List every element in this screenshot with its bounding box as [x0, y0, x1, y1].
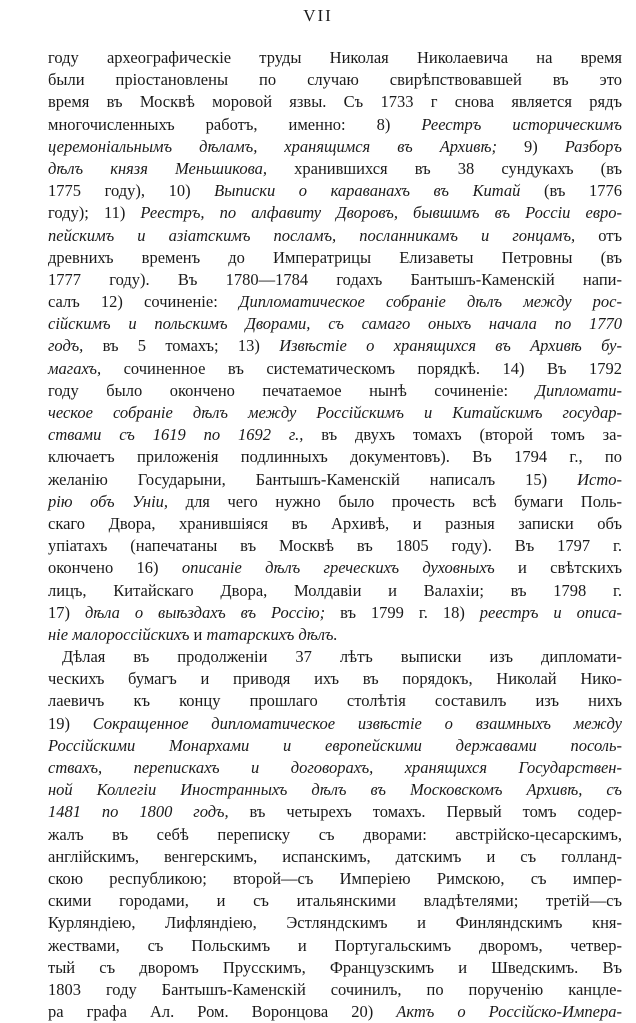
text-line	[48, 424, 622, 446]
text-run: сочиненное въ систематическомъ порядкѣ. 14) Въ 1792	[101, 358, 622, 378]
text-run: салъ 12) сочиненіе:	[48, 292, 239, 312]
text-line	[48, 912, 622, 934]
italic-text-run: годъ,	[48, 336, 84, 356]
text-line	[48, 713, 622, 735]
text-run: отъ	[575, 225, 622, 245]
text-run: многочисленныхъ работъ, именно: 8)	[48, 114, 422, 134]
text-line	[48, 535, 622, 557]
text-line	[48, 1001, 622, 1023]
text-line	[48, 335, 622, 357]
text-line	[48, 668, 622, 690]
text-line	[48, 646, 622, 668]
italic-text-run: описаніе дѣлъ греческихъ духовныхъ	[181, 558, 495, 578]
text-run: въ 5 томахъ; 13)	[83, 336, 280, 356]
text-line	[48, 114, 622, 136]
text-line	[48, 69, 622, 91]
text-run: жествами, съ Польскимъ и Португальскимъ дворомъ, четвер-	[48, 935, 622, 955]
text-line	[48, 47, 622, 69]
text-run: лаевичъ къ концу прошлаго столѣтія составилъ изъ нихъ	[48, 691, 622, 711]
italic-text-run: сійскимъ и польскимъ Дворами, съ самаго оныхъ начала по 1770	[48, 314, 622, 334]
italic-text-run: пейскимъ и азіатскимъ посламъ, посланникамъ и гонцамъ,	[48, 225, 576, 245]
text-line	[48, 180, 622, 202]
text-line	[48, 91, 622, 113]
text-line	[48, 202, 622, 224]
text-line	[48, 757, 622, 779]
text-line	[48, 935, 622, 957]
italic-text-run: Извѣстіе о хранящихся въ Архивѣ бу-	[279, 336, 622, 356]
text-run: 1777 году). Въ 1780—1784 годахъ Бантышъ-Каменскій напи-	[48, 269, 622, 289]
italic-text-run: ствами съ 1619 по 1692 г.,	[48, 425, 304, 445]
text-run: году); 11)	[48, 203, 141, 223]
italic-text-run: Сокращенное дипломатическое извѣстіе о взаимныхъ между	[92, 713, 622, 733]
italic-text-run: Дипломатическое собраніе дѣлъ между рос-	[238, 292, 622, 312]
text-run: скою республикою; второй—съ Имперіею Римскою, съ импер-	[48, 868, 622, 888]
text-line	[48, 557, 622, 579]
text-line	[48, 158, 622, 180]
text-run: 9)	[496, 136, 565, 156]
text-run: древнихъ временъ до Императрицы Елизаветы Петровны (въ	[48, 247, 622, 267]
italic-text-run: церемоніальнымъ дѣламъ, хранящимся въ Архивѣ;	[48, 136, 497, 156]
text-run: въ четырехъ томахъ. Первый томъ содер-	[228, 802, 622, 822]
italic-text-run: Исто-	[577, 469, 622, 489]
text-line	[48, 513, 622, 535]
text-run: были пріостановлены по случаю свирѣпствовавшей въ это	[48, 70, 622, 90]
text-run: и	[189, 624, 207, 644]
italic-text-run: Актъ о Россійско-Импера-	[396, 1002, 622, 1022]
italic-text-run: ствахъ, перепискахъ и договорахъ, хранящихся Государствен-	[48, 758, 622, 777]
text-run: время въ Москвѣ моровой язвы. Съ 1733 г снова является рядъ	[48, 92, 622, 112]
italic-text-run: реестръ и описа-	[479, 602, 622, 622]
italic-text-run: Реестръ историческимъ	[421, 114, 622, 134]
text-run: въ 1799 г. 18)	[325, 602, 480, 622]
text-line	[48, 957, 622, 979]
italic-text-run: Выписки о караванахъ въ Китай	[214, 181, 521, 201]
text-run: упіатахъ (напечатаны въ Москвѣ въ 1805 году). Въ 1797 г.	[48, 536, 622, 556]
text-line	[48, 580, 622, 602]
text-line	[48, 291, 622, 313]
text-run: 19)	[48, 713, 93, 733]
text-line	[48, 469, 622, 491]
text-run: хранившихся въ 38 сундукахъ (въ	[267, 158, 623, 178]
text-run: тый съ дворомъ Прусскимъ, Французскимъ и Шведскимъ. Въ	[48, 957, 622, 977]
body-text	[48, 47, 622, 1023]
text-run: и свѣтскихъ	[494, 558, 622, 578]
italic-text-run: Реестръ, по алфавиту Дворовъ, бывшимъ въ Россіи евро-	[140, 203, 622, 223]
text-line	[48, 225, 622, 247]
text-run: ключаетъ приложенія подлинныхъ документовъ). Въ 1794 г., по	[48, 447, 622, 467]
text-line	[48, 269, 622, 291]
text-line	[48, 890, 622, 912]
text-run: ра графа Ал. Ром. Воронцова 20)	[48, 1002, 397, 1022]
text-line	[48, 824, 622, 846]
italic-text-run: Россійскими Монархами и европейскими державами посоль-	[48, 735, 622, 755]
text-run: скими городами, и съ итальянскими владѣтелями; третій—съ	[48, 891, 622, 911]
page-number: VII	[303, 6, 333, 25]
italic-text-run: ной Коллегіи Иностранныхъ дѣлъ въ Московскомъ Архивѣ, съ	[48, 780, 622, 800]
italic-text-run: рію объ Уніи,	[48, 491, 169, 511]
text-run: году археографическіе труды Николая Николаевича на время	[48, 48, 622, 67]
text-run: для чего нужно было прочесть всѣ бумаги Поль-	[168, 491, 622, 511]
text-line	[48, 446, 622, 468]
text-line	[48, 358, 622, 380]
text-line	[48, 624, 622, 646]
text-line	[48, 402, 622, 424]
italic-text-run: магахъ,	[48, 358, 102, 378]
text-run: 1803 году Бантышъ-Каменскій сочинилъ, по порученію канцле-	[48, 979, 622, 999]
text-line	[48, 690, 622, 712]
text-run: жалъ въ себѣ переписку съ дворами: австрійско-цесарскимъ,	[48, 824, 622, 844]
text-line	[48, 868, 622, 890]
text-run: ческихъ бумагъ и приводя ихъ въ порядокъ, Николай Нико-	[48, 669, 622, 689]
italic-text-run: 1481 по 1800 годъ,	[48, 802, 229, 822]
text-run: 1775 году), 10)	[48, 181, 215, 201]
text-line	[48, 602, 622, 624]
text-run: (въ 1776	[520, 181, 622, 201]
text-run: лицъ, Китайскаго Двора, Молдавіи и Валахіи; въ 1798 г.	[48, 580, 622, 600]
text-run: англійскимъ, венгерскимъ, испанскимъ, датскимъ и съ голланд-	[48, 846, 622, 866]
text-line	[48, 779, 622, 801]
text-line	[48, 247, 622, 269]
italic-text-run: дѣла о выѣздахъ въ Россію;	[84, 602, 326, 622]
italic-text-run: Дипломати-	[535, 380, 622, 400]
text-run: Курляндіею, Лифляндіею, Эстляндскимъ и Финляндскимъ кня-	[48, 913, 622, 933]
italic-text-run: ческое собраніе дѣлъ между Россійскимъ и Китайскимъ государ-	[48, 403, 622, 422]
text-line	[48, 136, 622, 158]
text-run: скаго Двора, хранившіяся въ Архивѣ, и разныя записки объ	[48, 513, 622, 533]
text-run: въ двухъ томахъ (второй томъ за-	[303, 425, 622, 445]
italic-text-run: ніе малороссійскихъ	[48, 624, 190, 644]
text-run: году было окончено печатаемое нынѣ сочиненіе:	[48, 380, 536, 400]
italic-text-run: дѣлъ князя Меньшикова,	[48, 158, 268, 178]
text-run: 17)	[48, 602, 85, 622]
text-run: Дѣлая въ продолженіи 37 лѣтъ выписки изъ дипломати-	[62, 647, 622, 667]
italic-text-run: Разборъ	[564, 136, 622, 156]
text-run: окончено 16)	[48, 558, 182, 578]
text-line	[48, 735, 622, 757]
text-line	[48, 313, 622, 335]
text-line	[48, 979, 622, 1001]
text-line	[48, 491, 622, 513]
text-line	[48, 846, 622, 868]
text-line	[48, 380, 622, 402]
text-run: желанію Государыни, Бантышъ-Каменскій написалъ 15)	[48, 469, 578, 489]
text-line	[48, 801, 622, 823]
italic-text-run: татарскихъ дѣлъ.	[206, 624, 338, 644]
